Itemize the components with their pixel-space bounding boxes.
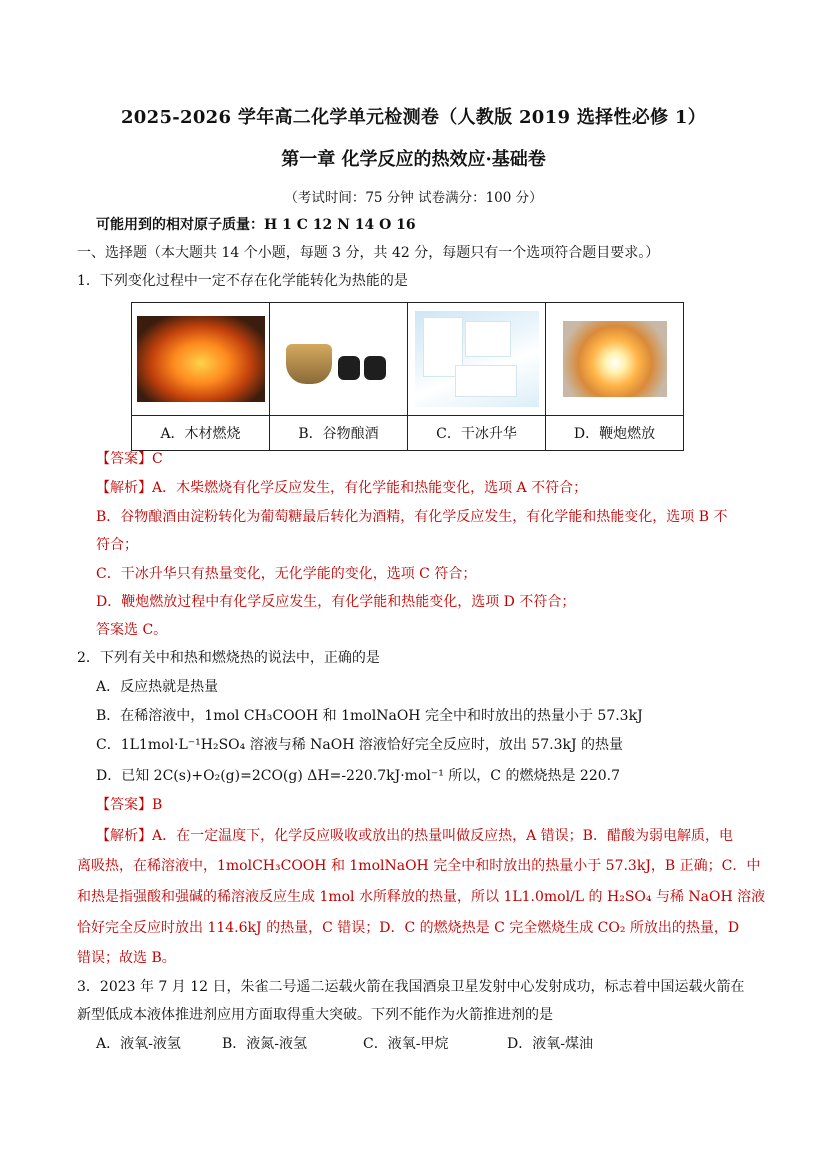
q3-stem-line: 3．2023 年 7 月 12 日，朱雀二号遥二运载火箭在我国酒泉卫星发射中心发射成功，标志着中国运载火箭在 (77, 979, 745, 995)
q2-analysis-line: 错误；故选 B。 (77, 950, 176, 966)
page-title: 2025-2026 学年高二化学单元检测卷（人教版 2019 选择性必修 1） (120, 107, 707, 128)
section-heading: 一、选择题（本大题共 14 个小题，每题 3 分，共 42 分，每题只有一个选项符合题目要求。） (77, 245, 660, 261)
q1-options-table (131, 302, 684, 451)
q1-image-c-cell (408, 303, 546, 416)
q3-stem-line: 新型低成本液体推进剂应用方面取得重大突破。下列不能作为火箭推进剂的是 (77, 1007, 553, 1023)
q2-option-a: A．反应热就是热量 (96, 679, 219, 695)
dry-ice-photo (415, 311, 539, 407)
q1-analysis-line: D．鞭炮燃放过程中有化学反应发生，有化学能和热能变化，选项 D 不符合； (96, 594, 576, 610)
q1-analysis-line: 答案选 C。 (96, 622, 168, 638)
q3-option-a: A．液氧-液氢 (96, 1036, 181, 1052)
firecracker-explosion-photo (563, 321, 667, 397)
q3-option-b: B．液氮-液氢 (222, 1036, 308, 1052)
q3-option-d: D．液氧-煤油 (507, 1036, 593, 1052)
q2-answer: 【答案】B (96, 797, 163, 813)
q1-image-a-cell (132, 303, 270, 416)
q1-image-b-cell (270, 303, 408, 416)
q1-analysis-line: C．干冰升华只有热量变化，无化学能的变化，选项 C 符合； (96, 566, 477, 582)
q1-image-d-cell (546, 303, 684, 416)
q2-stem: 2．下列有关中和热和燃烧热的说法中，正确的是 (77, 650, 380, 666)
q1-analysis-line: 符合； (96, 537, 138, 553)
q1-analysis-line: B．谷物酿酒由淀粉转化为葡萄糖最后转化为酒精，有化学反应发生，有化学能和热能变化，选项 B 不 (96, 509, 728, 525)
q2-analysis-line: 恰好完全反应时放出 114.6kJ 的热量，C 错误；D．C 的燃烧热是 C 完全燃烧生成 CO₂ 所放出的热量，D (77, 920, 740, 936)
exam-info: （考试时间：75 分钟 试卷满分：100 分） (284, 190, 543, 206)
q1-option-d: D．鞭炮燃放 (546, 416, 684, 451)
q3-option-c: C．液氧-甲烷 (363, 1036, 449, 1052)
atomic-masses: 可能用到的相对原子质量：H 1 C 12 N 14 O 16 (96, 217, 416, 233)
q2-analysis-line: 离吸热，在稀溶液中，1molCH₃COOH 和 1molNaOH 完全中和时放出的热量小于 57.3kJ，B 正确；C．中 (77, 858, 761, 874)
q1-option-b: B．谷物酿酒 (270, 416, 408, 451)
chapter-subtitle: 第一章 化学反应的热效应·基础卷 (281, 149, 546, 170)
campfire-photo (137, 316, 265, 402)
q2-analysis-line: 和热是指强酸和强碱的稀溶液反应生成 1mol 水所释放的热量，所以 1L1.0mol/L 的 H₂SO₄ 与稀 NaOH 溶液 (77, 889, 766, 905)
q1-analysis-line: 【解析】A．木柴燃烧有化学反应发生，有化学能和热能变化，选项 A 不符合； (96, 480, 588, 496)
q1-option-c: C．干冰升华 (408, 416, 546, 451)
q2-option-b: B．在稀溶液中，1mol CH₃COOH 和 1molNaOH 完全中和时放出的热量小于 57.3kJ (96, 708, 643, 724)
q2-option-c: C．1L1mol·L⁻¹H₂SO₄ 溶液与稀 NaOH 溶液恰好完全反应时，放出 57.3kJ 的热量 (96, 737, 624, 753)
q1-option-a: A．木材燃烧 (132, 416, 270, 451)
q1-answer: 【答案】C (96, 451, 163, 467)
grain-wine-photo (280, 326, 398, 392)
q2-analysis-line: 【解析】A．在一定温度下，化学反应吸收或放出的热量叫做反应热，A 错误；B．醋酸为弱电解质，电 (96, 828, 733, 844)
q1-stem: 1．下列变化过程中一定不存在化学能转化为热能的是 (77, 273, 408, 289)
q2-option-d: D．已知 2C(s)+O₂(g)=2CO(g) ΔH=-220.7kJ·mol⁻¹ 所以，C 的燃烧热是 220.7 (96, 768, 621, 784)
